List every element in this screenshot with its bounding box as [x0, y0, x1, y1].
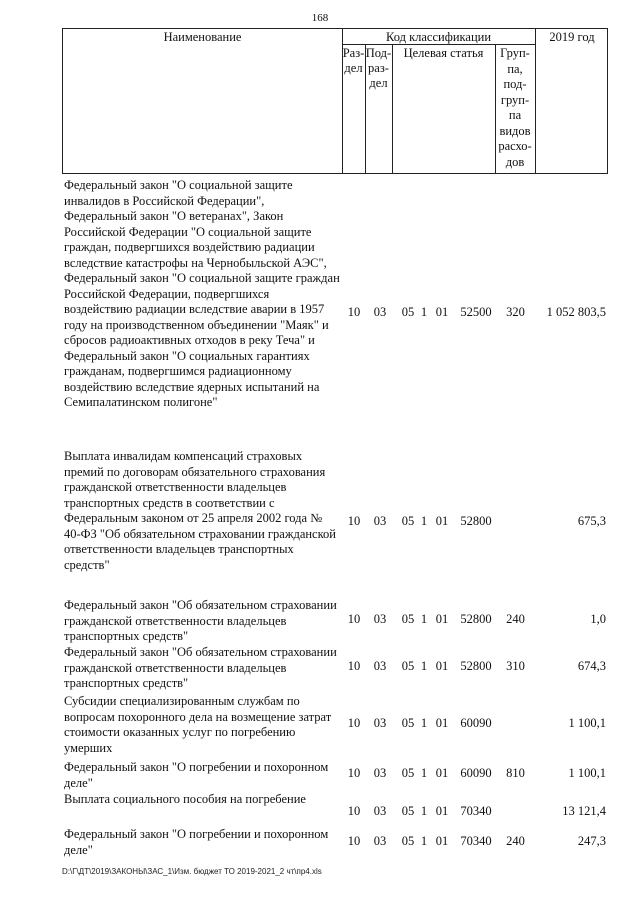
row-target-program: 05 — [401, 804, 415, 818]
row-target-event: 01 — [435, 514, 449, 528]
row-razdel: 10 — [347, 834, 361, 848]
header-razdel: Раз- дел — [342, 46, 365, 75]
row-target-event: 01 — [435, 716, 449, 730]
row-expense-type: 810 — [506, 766, 525, 780]
row-target-type: 1 — [420, 716, 428, 730]
row-target-type: 1 — [420, 514, 428, 528]
row-target-direction: 60090 — [460, 766, 492, 780]
row-target-type: 1 — [420, 659, 428, 673]
row-target-program: 05 — [401, 766, 415, 780]
header-target: Целевая статья — [403, 46, 484, 60]
header-name: Наименование — [163, 30, 242, 44]
row-target-event: 01 — [435, 305, 449, 319]
row-razdel: 10 — [347, 766, 361, 780]
file-path-footer: D:\Г\ДТ\2019\ЗАКОНЫ\ЗАС_1\Изм. бюджет ТО 2019-2021_2 чт\пр4.xls — [62, 867, 322, 876]
row-target-event: 01 — [435, 804, 449, 818]
row-podrazdel: 03 — [373, 659, 387, 673]
row-expense-type: 320 — [506, 305, 525, 319]
row-target-type: 1 — [420, 612, 428, 626]
row-name: Выплата инвалидам компенсаций страховых премий по договорам обязательного страхования гражданской ответственности владельцев транспортных средств в соответствии с Федеральным законом от 25 апреля 2002 года № 40-ФЗ "Об обязательном страховании гражданской ответственности владельцев транспортных средств" — [64, 449, 336, 572]
row-amount: 247,3 — [577, 834, 606, 848]
row-target-program: 05 — [401, 834, 415, 848]
row-target-type: 1 — [420, 834, 428, 848]
row-razdel: 10 — [347, 804, 361, 818]
row-target-program: 05 — [401, 659, 415, 673]
row-podrazdel: 03 — [373, 804, 387, 818]
row-amount: 1 052 803,5 — [546, 305, 606, 319]
row-target-direction: 70340 — [460, 804, 492, 818]
row-target-event: 01 — [435, 834, 449, 848]
row-target-event: 01 — [435, 659, 449, 673]
row-target-type: 1 — [420, 804, 428, 818]
header-vr: Груп- па, под- груп- па видов расхо- дов — [498, 46, 532, 169]
row-podrazdel: 03 — [373, 834, 387, 848]
row-podrazdel: 03 — [373, 612, 387, 626]
row-podrazdel: 03 — [373, 305, 387, 319]
row-name: Федеральный закон "О погребении и похоронном деле" — [64, 827, 329, 857]
row-target-direction: 52500 — [460, 305, 492, 319]
row-target-direction: 52800 — [460, 514, 492, 528]
row-podrazdel: 03 — [373, 716, 387, 730]
row-amount: 13 121,4 — [562, 804, 606, 818]
row-razdel: 10 — [347, 612, 361, 626]
row-podrazdel: 03 — [373, 766, 387, 780]
row-target-program: 05 — [401, 716, 415, 730]
row-podrazdel: 03 — [373, 514, 387, 528]
header-year: 2019 год — [549, 30, 595, 44]
row-name: Выплата социального пособия на погребение — [64, 792, 306, 806]
row-name: Федеральный закон "О социальной защите инвалидов в Российской Федерации", Федеральный закон "О ветеранах", Закон Российской Федерации "О социальной защите граждан, подвергшихся воздействию радиации вследствие катастрофы на Чернобыльской АЭС", Федеральный закон "О социальной защите граждан Российской Федерации, подвергшихся воздействию радиации вследствие аварии в 1957 году на производственном объединении "Маяк" и сбросов радиоактивных отходов в реку Теча" и Федеральный закон "О социальных гарантиях гражданам, подвергшимся радиационному воздействию вследствие ядерных испытаний на Семипалатинском полигоне" — [64, 178, 340, 409]
row-target-direction: 70340 — [460, 834, 492, 848]
row-expense-type: 240 — [506, 834, 525, 848]
row-target-direction: 52800 — [460, 612, 492, 626]
row-name: Федеральный закон "Об обязательном страховании гражданской ответственности владельцев транспортных средств" — [64, 598, 337, 643]
row-amount: 1 100,1 — [568, 766, 606, 780]
row-name: Федеральный закон "О погребении и похоронном деле" — [64, 760, 329, 790]
row-expense-type: 310 — [506, 659, 525, 673]
row-target-event: 01 — [435, 612, 449, 626]
row-razdel: 10 — [347, 514, 361, 528]
row-amount: 674,3 — [577, 659, 606, 673]
row-expense-type: 240 — [506, 612, 525, 626]
page-number: 168 — [311, 12, 329, 24]
header-classification: Код классификации — [385, 30, 492, 44]
row-amount: 1 100,1 — [568, 716, 606, 730]
row-amount: 1,0 — [590, 612, 606, 626]
row-amount: 675,3 — [577, 514, 606, 528]
row-razdel: 10 — [347, 659, 361, 673]
row-razdel: 10 — [347, 716, 361, 730]
row-target-event: 01 — [435, 766, 449, 780]
row-razdel: 10 — [347, 305, 361, 319]
header-podrazdel: Под- раз- дел — [365, 46, 392, 90]
row-target-direction: 52800 — [460, 659, 492, 673]
row-target-program: 05 — [401, 612, 415, 626]
row-name: Федеральный закон "Об обязательном страховании гражданской ответственности владельцев транспортных средств" — [64, 645, 337, 690]
row-target-program: 05 — [401, 305, 415, 319]
row-target-type: 1 — [420, 766, 428, 780]
row-target-type: 1 — [420, 305, 428, 319]
row-name: Субсидии специализированным службам по вопросам похоронного дела на возмещение затрат стоимости оказанных услуг по погребению умерших — [64, 694, 332, 755]
row-target-program: 05 — [401, 514, 415, 528]
row-target-direction: 60090 — [460, 716, 492, 730]
